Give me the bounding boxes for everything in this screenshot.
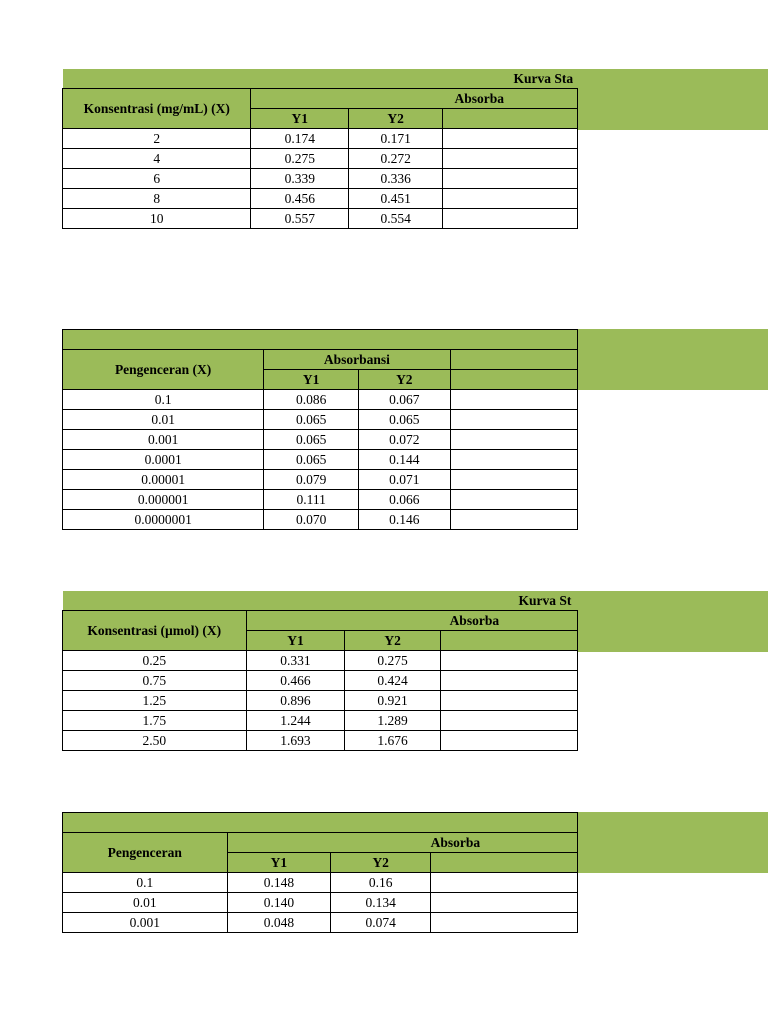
cell-x: 0.25 xyxy=(63,651,247,671)
hidden-header xyxy=(450,370,577,390)
cell-y1: 0.065 xyxy=(264,450,359,470)
cell-y1: 0.275 xyxy=(251,149,349,169)
cell-y2: 0.144 xyxy=(359,450,451,470)
table-row xyxy=(63,651,578,671)
x-column-header: Konsentrasi (mg/mL) (X) xyxy=(63,89,251,129)
cell-x: 2.50 xyxy=(63,731,247,751)
hidden-header xyxy=(431,853,578,873)
cell-y1: 0.456 xyxy=(251,189,349,209)
y2-header: Y2 xyxy=(349,109,443,129)
cell-x: 0.0000001 xyxy=(63,510,264,530)
hidden-header xyxy=(450,350,577,370)
hidden-cell xyxy=(450,470,577,490)
cell-y2: 0.272 xyxy=(349,149,443,169)
data-table xyxy=(62,812,578,933)
cell-x: 8 xyxy=(63,189,251,209)
cell-x: 0.000001 xyxy=(63,490,264,510)
data-table xyxy=(62,591,578,751)
cell-y2: 0.451 xyxy=(349,189,443,209)
cell-y2: 0.065 xyxy=(359,410,451,430)
cell-y1: 0.079 xyxy=(264,470,359,490)
hidden-header xyxy=(440,631,577,651)
cell-x: 0.1 xyxy=(63,390,264,410)
cell-y2: 0.072 xyxy=(359,430,451,450)
cell-y1: 1.693 xyxy=(246,731,345,751)
hidden-cell xyxy=(443,129,578,149)
table-row xyxy=(63,430,578,450)
hidden-cell xyxy=(450,430,577,450)
cell-y2: 0.134 xyxy=(331,893,431,913)
hidden-cell xyxy=(443,209,578,229)
table-row xyxy=(63,691,578,711)
cell-y2: 0.146 xyxy=(359,510,451,530)
table-standard-curve-1 xyxy=(62,69,578,229)
cell-y1: 0.466 xyxy=(246,671,345,691)
cell-x: 0.01 xyxy=(63,893,228,913)
cell-x: 0.01 xyxy=(63,410,264,430)
x-column-header: Konsentrasi (µmol) (X) xyxy=(63,611,247,651)
cell-y1: 0.111 xyxy=(264,490,359,510)
cell-x: 6 xyxy=(63,169,251,189)
hidden-cell xyxy=(450,490,577,510)
table-standard-curve-2 xyxy=(62,591,578,751)
hidden-cell xyxy=(443,169,578,189)
hidden-cell xyxy=(440,651,577,671)
hidden-cell xyxy=(443,149,578,169)
table-row xyxy=(63,510,578,530)
cell-y1: 0.331 xyxy=(246,651,345,671)
cell-x: 0.001 xyxy=(63,430,264,450)
cell-y2: 0.921 xyxy=(345,691,440,711)
hidden-cell xyxy=(431,893,578,913)
table-row xyxy=(63,209,578,229)
y1-header: Y1 xyxy=(264,370,359,390)
cell-y1: 0.174 xyxy=(251,129,349,149)
y2-header: Y2 xyxy=(359,370,451,390)
table-row xyxy=(63,470,578,490)
table-row xyxy=(63,711,578,731)
cell-y2: 0.066 xyxy=(359,490,451,510)
cell-y1: 0.070 xyxy=(264,510,359,530)
cell-y1: 0.140 xyxy=(227,893,331,913)
header-band-4 xyxy=(578,812,768,873)
cell-y2: 0.336 xyxy=(349,169,443,189)
cell-x: 2 xyxy=(63,129,251,149)
absorbance-group-header: Absorba xyxy=(246,611,577,631)
cell-y2: 1.289 xyxy=(345,711,440,731)
cell-y1: 0.065 xyxy=(264,410,359,430)
table-row xyxy=(63,169,578,189)
table-row xyxy=(63,731,578,751)
table-title: Kurva Sta xyxy=(63,69,578,89)
hidden-cell xyxy=(440,731,577,751)
cell-y1: 0.148 xyxy=(227,873,331,893)
cell-y2: 0.171 xyxy=(349,129,443,149)
cell-y1: 0.065 xyxy=(264,430,359,450)
table-row xyxy=(63,490,578,510)
hidden-cell xyxy=(443,189,578,209)
cell-x: 0.001 xyxy=(63,913,228,933)
cell-y2: 0.067 xyxy=(359,390,451,410)
x-column-header: Pengenceran (X) xyxy=(63,350,264,390)
cell-y1: 0.557 xyxy=(251,209,349,229)
y2-header: Y2 xyxy=(345,631,440,651)
absorbance-group-header: Absorbansi xyxy=(264,350,450,370)
cell-x: 0.00001 xyxy=(63,470,264,490)
hidden-cell xyxy=(450,450,577,470)
hidden-cell xyxy=(431,873,578,893)
cell-y1: 1.244 xyxy=(246,711,345,731)
hidden-header xyxy=(443,109,578,129)
table-row xyxy=(63,410,578,430)
data-table xyxy=(62,329,578,530)
cell-y2: 0.074 xyxy=(331,913,431,933)
cell-y1: 0.339 xyxy=(251,169,349,189)
header-band-2 xyxy=(578,329,768,390)
y1-header: Y1 xyxy=(227,853,331,873)
absorbance-group-header: Absorba xyxy=(227,833,577,853)
table-row xyxy=(63,893,578,913)
cell-y1: 0.086 xyxy=(264,390,359,410)
cell-y2: 0.16 xyxy=(331,873,431,893)
cell-y1: 0.896 xyxy=(246,691,345,711)
table-row xyxy=(63,450,578,470)
absorbance-group-header: Absorba xyxy=(251,89,578,109)
y1-header: Y1 xyxy=(246,631,345,651)
table-dilution-2 xyxy=(62,812,578,933)
cell-y1: 0.048 xyxy=(227,913,331,933)
x-column-header: Pengenceran xyxy=(63,833,228,873)
table-title xyxy=(63,813,578,833)
header-band-1 xyxy=(578,69,768,130)
cell-x: 1.25 xyxy=(63,691,247,711)
hidden-cell xyxy=(440,671,577,691)
cell-x: 4 xyxy=(63,149,251,169)
cell-x: 10 xyxy=(63,209,251,229)
table-row xyxy=(63,189,578,209)
y2-header: Y2 xyxy=(331,853,431,873)
data-table xyxy=(62,69,578,229)
header-band-3 xyxy=(578,591,768,652)
table-row xyxy=(63,873,578,893)
hidden-cell xyxy=(431,913,578,933)
hidden-cell xyxy=(440,691,577,711)
hidden-cell xyxy=(450,410,577,430)
cell-y2: 0.071 xyxy=(359,470,451,490)
table-row xyxy=(63,390,578,410)
cell-y2: 1.676 xyxy=(345,731,440,751)
table-row xyxy=(63,149,578,169)
cell-y2: 0.554 xyxy=(349,209,443,229)
cell-y2: 0.275 xyxy=(345,651,440,671)
hidden-cell xyxy=(450,390,577,410)
cell-y2: 0.424 xyxy=(345,671,440,691)
table-dilution-1 xyxy=(62,329,578,530)
table-title xyxy=(63,330,578,350)
table-row xyxy=(63,671,578,691)
cell-x: 0.0001 xyxy=(63,450,264,470)
hidden-cell xyxy=(440,711,577,731)
hidden-cell xyxy=(450,510,577,530)
table-row xyxy=(63,913,578,933)
cell-x: 0.1 xyxy=(63,873,228,893)
cell-x: 0.75 xyxy=(63,671,247,691)
cell-x: 1.75 xyxy=(63,711,247,731)
y1-header: Y1 xyxy=(251,109,349,129)
table-title: Kurva St xyxy=(63,591,578,611)
table-row xyxy=(63,129,578,149)
